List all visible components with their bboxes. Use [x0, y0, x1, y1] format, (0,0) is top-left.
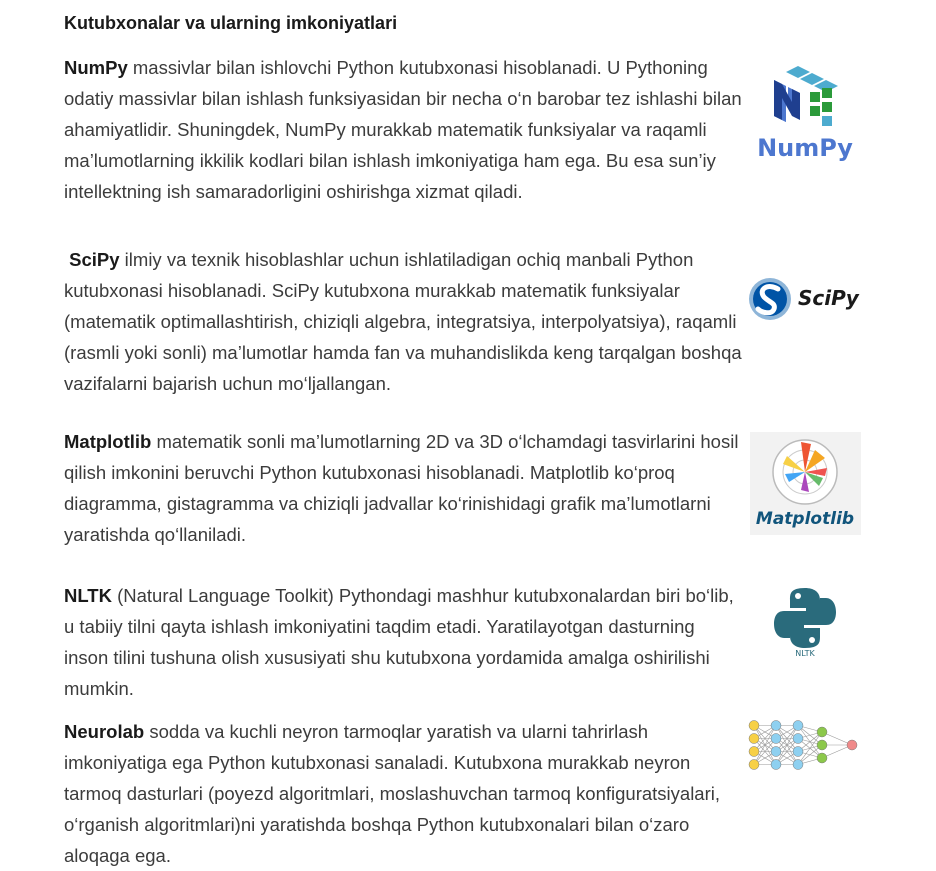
network-node	[771, 721, 781, 731]
neurolab-name: Neurolab	[64, 721, 145, 742]
matplotlib-name: Matplotlib	[64, 431, 152, 452]
numpy-name: NumPy	[64, 57, 128, 78]
matplotlib-paragraph	[64, 426, 744, 550]
matplotlib-logo-text: Matplotlib	[755, 509, 855, 529]
network-node	[749, 721, 759, 731]
neurolab-text: sodda va kuchli neyron tarmoqlar yaratish va ularni tahrirlash imkoniyatiga ega Python kutubxonasi sanaladi. Kutubxona murakkab neyron tarmoq dasturlari (poyezd algoritmlari, moslashuvchan tarmoq konfiguratsiyalari, o‘rganish algoritmlari)ni yaratishda boshqa Python kutubxonalari bilan o‘zaro aloqaga ega.	[64, 721, 721, 866]
network-node	[817, 740, 827, 750]
network-node	[817, 753, 827, 763]
network-node	[817, 727, 827, 737]
network-node	[793, 747, 803, 757]
network-node	[749, 734, 759, 744]
network-node	[749, 760, 759, 770]
matplotlib-text: matematik sonli ma’lumotlarning 2D va 3D o‘lchamdagi tasvirlarini hosil qilish imkonini beruvchi Python kutubxonasi hisoblanadi. Matplotlib ko‘proq diagramma, gistagramma va chiziqli jadvallar ko‘rinishidagi grafik ma’lumotlarni yaratishda qo‘llaniladi.	[64, 431, 739, 545]
numpy-cube-icon	[774, 66, 838, 126]
numpy-text: massivlar bilan ishlovchi Python kutubxonasi hisoblanadi. U Pythoning odatiy massivlar bilan ishlash funksiyasidan bir necha o‘n barobar tez ishlashi bilan ahamiyatlidir. Shuningdek, NumPy murakkab matematik funksiyalar va raqamli ma’lumotlarning ikkilik kodlari bilan ishlash imkoniyatiga ham ega. Bu esa sun’iy intellektning ish samaradorligini oshirishga xizmat qiladi.	[64, 57, 742, 202]
numpy-logo	[752, 62, 858, 162]
nltk-paragraph	[64, 580, 744, 704]
numpy-paragraph	[64, 52, 744, 207]
scipy-snake-icon	[749, 278, 791, 320]
scipy-name: SciPy	[69, 249, 120, 270]
network-node	[793, 760, 803, 770]
python-snake-icon	[774, 588, 836, 648]
network-node	[847, 740, 857, 750]
neurolab-paragraph	[64, 716, 744, 871]
scipy-logo	[746, 275, 868, 325]
scipy-logo-text: SciPy	[798, 286, 859, 310]
network-node	[771, 747, 781, 757]
neural-network-icon	[754, 726, 852, 765]
network-node	[749, 747, 759, 757]
network-node	[771, 760, 781, 770]
network-node	[793, 721, 803, 731]
numpy-logo-text: NumPy	[757, 134, 853, 162]
matplotlib-logo	[750, 432, 861, 535]
neurolab-logo	[748, 718, 862, 772]
nltk-text: (Natural Language Toolkit) Pythondagi mashhur kutubxonalardan biri bo‘lib, u tabiiy tilni qayta ishlash imkoniyatini taqdim etadi. Yaratilayotgan dasturning inson tilini tushuna olish xususiyati shu kutubxona yordamida amalga oshirilishi mumkin.	[64, 585, 734, 699]
network-node	[793, 734, 803, 744]
scipy-text: ilmiy va texnik hisoblashlar uchun ishlatiladigan ochiq manbali Python kutubxonasi hisoblanadi. SciPy kutubxona murakkab matematik funksiyalar (matematik optimallashtirish, chiziqli algebra, integratsiya, interpolyatsiya), raqamli (rasmli yoki sonli) ma’lumotlar hamda fan va muhandislikda keng tarqalgan boshqa vazifalarni bajarish uchun mo‘ljallangan.	[64, 249, 742, 394]
nltk-logo	[772, 586, 838, 658]
nltk-name: NLTK	[64, 585, 112, 606]
matplotlib-polar-icon	[773, 440, 837, 504]
network-node	[771, 734, 781, 744]
nltk-logo-text: NLTK	[795, 649, 815, 658]
page-title: Kutubxonalar va ularning imkoniyatlari	[64, 13, 398, 33]
scipy-paragraph	[64, 244, 744, 399]
